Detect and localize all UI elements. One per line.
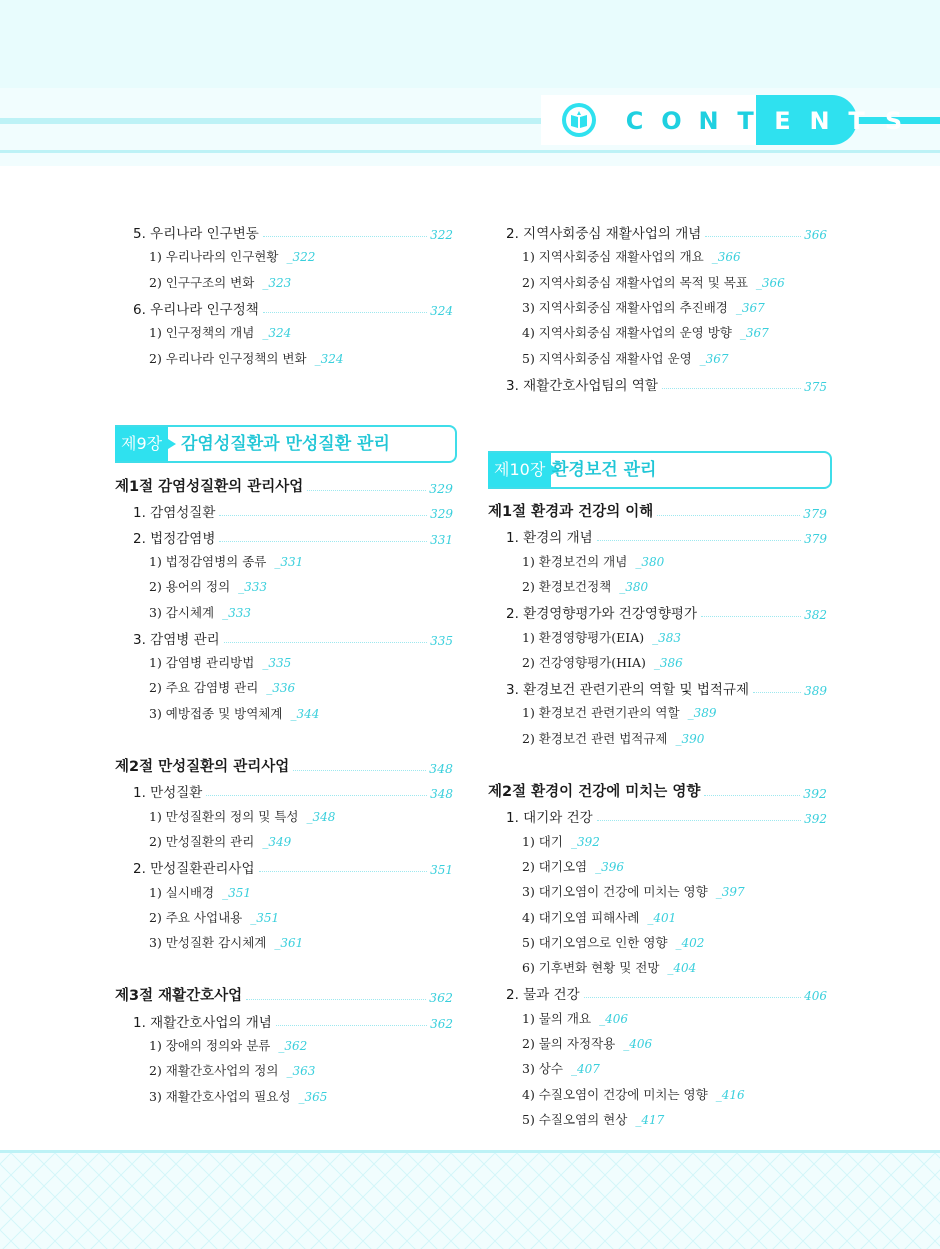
- toc-page-number: 379: [804, 532, 827, 547]
- toc-subitem[interactable]: [522, 321, 769, 343]
- toc-page-number: 329: [430, 507, 453, 522]
- toc-page-number: _331: [274, 554, 304, 569]
- toc-section[interactable]: [506, 220, 827, 242]
- toc-subitem-title: 4) 대기오염 피해사례: [522, 909, 640, 925]
- toc-section[interactable]: [133, 1009, 453, 1031]
- toc-entry-title: 3. 환경보건 관련기관의 역할 및 법적규제: [506, 682, 749, 699]
- toc-entry-title: 3. 재활간호사업팀의 역할: [506, 377, 658, 394]
- toc-section[interactable]: [133, 626, 453, 648]
- toc-leader-dots: [276, 1025, 427, 1026]
- toc-entry-title: 2. 물과 건강: [506, 987, 580, 1004]
- toc-subitem[interactable]: [149, 1034, 307, 1056]
- toc-leader-dots: [662, 388, 801, 389]
- toc-section[interactable]: [133, 525, 453, 547]
- toc-leader-dots: [224, 642, 427, 643]
- toc-section[interactable]: [506, 676, 827, 698]
- toc-subitem-title: 5) 지역사회중심 재활사업 운영: [522, 350, 692, 366]
- toc-subitem-title: 1) 물의 개요: [522, 1010, 592, 1026]
- toc-subitem[interactable]: [522, 1032, 652, 1054]
- toc-subitem[interactable]: [149, 931, 303, 953]
- contents-letter: E: [774, 107, 791, 135]
- toc-subitem-title: 2) 용어의 정의: [149, 579, 231, 595]
- book-icon: [562, 103, 596, 137]
- toc-entry-title: 제1절 감염성질환의 관리사업: [115, 479, 304, 495]
- toc-section[interactable]: [133, 499, 453, 521]
- toc-leader-dots: [293, 770, 426, 771]
- toc-subitem[interactable]: [522, 651, 683, 673]
- chapter-title: 환경보건 관리: [552, 460, 657, 480]
- toc-subitem[interactable]: [522, 626, 681, 648]
- toc-subitem[interactable]: [522, 550, 664, 572]
- toc-page-number: 348: [429, 761, 453, 776]
- toc-entry-title: 2. 만성질환관리사업: [133, 861, 255, 878]
- toc-page-number: 382: [804, 608, 827, 623]
- toc-page-number: _416: [715, 1087, 745, 1102]
- toc-page-number: 375: [804, 379, 827, 394]
- toc-page-number: _366: [711, 250, 741, 265]
- toc-subitem-title: 3) 감시체계: [149, 604, 215, 620]
- contents-letter: S: [884, 107, 903, 135]
- toc-subitem-title: 6) 기후변화 현황 및 전망: [522, 960, 660, 976]
- toc-page-number: _348: [306, 809, 336, 824]
- toc-page-number: 389: [804, 684, 827, 699]
- toc-subitem-title: 1) 만성질환의 정의 및 특성: [149, 808, 299, 824]
- contents-letter: N: [809, 107, 830, 135]
- toc-subitem[interactable]: [149, 271, 291, 293]
- toc-page-number: _336: [266, 681, 296, 696]
- toc-subitem-title: 1) 지역사회중심 재활사업의 개요: [522, 249, 704, 265]
- toc-subitem[interactable]: [149, 347, 343, 369]
- toc-page-number: 392: [803, 786, 827, 801]
- toc-subitem[interactable]: [149, 321, 291, 343]
- toc-part[interactable]: [115, 983, 453, 1005]
- toc-subitem-title: 3) 상수: [522, 1061, 563, 1077]
- toc-page-number: _351: [250, 910, 280, 925]
- toc-subitem-title: 3) 재활간호사업의 필요성: [149, 1088, 291, 1104]
- toc-leader-dots: [246, 999, 426, 1000]
- toc-page-number: _324: [262, 326, 292, 341]
- toc-subitem-title: 1) 인구정책의 개념: [149, 325, 255, 341]
- toc-subitem-title: 1) 환경보건의 개념: [522, 553, 628, 569]
- toc-leader-dots: [263, 236, 427, 237]
- toc-leader-dots: [206, 795, 427, 796]
- toc-page-number: _335: [262, 656, 292, 671]
- toc-leader-dots: [597, 820, 801, 821]
- toc-page-number: _324: [314, 351, 344, 366]
- toc-part[interactable]: [488, 499, 827, 521]
- toc-subitem-title: 4) 지역사회중심 재활사업의 운영 방향: [522, 325, 732, 341]
- toc-subitem[interactable]: [149, 601, 251, 623]
- toc-subitem-title: 1) 법정감염병의 종류: [149, 553, 267, 569]
- toc-subitem-title: 2) 대기오염: [522, 858, 588, 874]
- toc-subitem-title: 2) 재활간호사업의 정의: [149, 1063, 279, 1079]
- toc-entry-title: 1. 환경의 개념: [506, 530, 593, 547]
- toc-page-number: _367: [735, 300, 765, 315]
- toc-page-number: 362: [429, 990, 453, 1006]
- toc-page-number: 362: [430, 1016, 453, 1031]
- footer-pattern: [0, 1150, 940, 1249]
- toc-subitem-title: 2) 환경보건정책: [522, 578, 612, 594]
- toc-section[interactable]: [506, 600, 827, 622]
- toc-leader-dots: [701, 616, 801, 617]
- toc-subitem-title: 1) 장애의 정의와 분류: [149, 1038, 271, 1053]
- toc-entry-title: 제1절 환경과 건강의 이해: [488, 504, 654, 520]
- toc-section[interactable]: [506, 524, 827, 546]
- toc-page-number: _367: [739, 326, 769, 341]
- toc-entry-title: 5. 우리나라 인구변동: [133, 226, 259, 242]
- toc-subitem[interactable]: [522, 296, 765, 318]
- toc-subitem-title: 3) 만성질환 감시체계: [149, 935, 267, 951]
- toc-subitem[interactable]: [149, 805, 335, 827]
- toc-subitem[interactable]: [149, 651, 291, 673]
- toc-entry-title: 6. 우리나라 인구정책: [133, 301, 259, 318]
- toc-page-number: 379: [803, 506, 827, 521]
- toc-entry-title: 제2절 환경이 건강에 미치는 영향: [488, 784, 701, 800]
- toc-page-number: _401: [647, 910, 677, 925]
- toc-page-number: _333: [238, 580, 268, 595]
- toc-subitem-title: 3) 대기오염이 건강에 미치는 영향: [522, 884, 708, 900]
- toc-entry-title: 1. 재활간호사업의 개념: [133, 1014, 272, 1031]
- toc-subitem[interactable]: [522, 1057, 600, 1079]
- contents-letter: C: [625, 107, 644, 135]
- toc-page-number: _417: [635, 1112, 665, 1127]
- header-band: [0, 0, 940, 88]
- toc-subitem-title: 2) 건강영향평가(HIA): [522, 654, 646, 670]
- toc-subitem-title: 5) 대기오염으로 인한 영향: [522, 934, 668, 950]
- chapter-tag: 제10장: [488, 453, 551, 487]
- toc-section[interactable]: [133, 779, 453, 801]
- toc-subitem-title: 3) 지역사회중심 재활사업의 추진배경: [522, 299, 728, 315]
- toc-subitem[interactable]: [149, 702, 319, 724]
- toc-leader-dots: [657, 515, 800, 516]
- toc-subitem-title: 1) 우리나라의 인구현황: [149, 249, 279, 265]
- toc-page-number: _396: [595, 859, 625, 874]
- toc-entry-title: 1. 만성질환: [133, 785, 203, 802]
- toc-subitem[interactable]: [522, 956, 696, 978]
- toc-page-number: 392: [804, 812, 827, 827]
- toc-page-number: 366: [804, 228, 827, 242]
- chapter-title: 감염성질환과 만성질환 관리: [181, 434, 390, 454]
- toc-page-number: _323: [262, 275, 292, 290]
- toc-page-number: _322: [286, 250, 316, 265]
- toc-page-number: _383: [652, 630, 682, 645]
- toc-page-number: _404: [667, 961, 697, 976]
- toc-subitem-title: 4) 수질오염이 건강에 미치는 영향: [522, 1086, 708, 1102]
- toc-leader-dots: [219, 541, 427, 542]
- chapter-banner: [488, 451, 832, 489]
- toc-page-number: _367: [699, 351, 729, 366]
- toc-page-number: 335: [430, 633, 453, 648]
- toc-page-number: 322: [430, 228, 453, 242]
- contents-letter: O: [661, 107, 682, 135]
- toc-subitem[interactable]: [522, 245, 741, 267]
- toc-subitem-title: 1) 감염병 관리방법: [149, 655, 255, 671]
- toc-page-number: _362: [278, 1039, 308, 1053]
- toc-subitem[interactable]: [522, 1108, 664, 1130]
- toc-part[interactable]: [488, 779, 827, 801]
- toc-subitem-title: 5) 수질오염의 현상: [522, 1111, 628, 1127]
- toc-leader-dots: [584, 997, 801, 998]
- toc-subitem[interactable]: [522, 830, 600, 852]
- toc-page-number: _363: [286, 1064, 316, 1079]
- toc-subitem-title: 1) 환경보건 관련기관의 역할: [522, 705, 680, 721]
- toc-entry-title: 1. 대기와 건강: [506, 810, 593, 827]
- toc-page-number: _380: [635, 554, 665, 569]
- toc-subitem[interactable]: [149, 245, 315, 267]
- toc-subitem[interactable]: [522, 271, 785, 293]
- toc-entry-title: 2. 지역사회중심 재활사업의 개념: [506, 226, 702, 242]
- toc-section[interactable]: [133, 220, 453, 242]
- chapter-tag: 제9장: [115, 427, 168, 461]
- toc-page-number: _392: [570, 834, 600, 849]
- toc-section[interactable]: [506, 372, 827, 394]
- toc-page-number: _386: [653, 655, 683, 670]
- toc-leader-dots: [307, 490, 426, 491]
- toc-subitem[interactable]: [522, 347, 729, 369]
- contents-letter: T: [737, 107, 754, 135]
- toc-entry-title: 1. 감염성질환: [133, 505, 216, 522]
- contents-letter: T: [848, 107, 865, 135]
- toc-leader-dots: [259, 871, 428, 872]
- toc-leader-dots: [704, 795, 800, 796]
- toc-leader-dots: [705, 236, 801, 237]
- toc-entry-title: 3. 감염병 관리: [133, 631, 220, 648]
- toc-subitem-title: 2) 지역사회중심 재활사업의 목적 및 목표: [522, 274, 748, 290]
- toc-subitem-title: 2) 만성질환의 관리: [149, 833, 255, 849]
- toc-page-number: _366: [755, 275, 785, 290]
- toc-entry-title: 2. 환경영향평가와 건강영향평가: [506, 606, 697, 623]
- toc-subitem[interactable]: [522, 575, 648, 597]
- toc-page-number: _361: [274, 936, 304, 951]
- toc-page-number: 351: [430, 863, 453, 878]
- toc-subitem[interactable]: [522, 1083, 745, 1105]
- toc-page-number: _333: [222, 605, 252, 620]
- toc-entry-title: 2. 법정감염병: [133, 530, 216, 547]
- toc-leader-dots: [263, 312, 427, 313]
- toc-subitem[interactable]: [149, 550, 303, 572]
- toc-page-number: _389: [687, 706, 717, 721]
- toc-page-number: 324: [430, 303, 453, 318]
- toc-leader-dots: [597, 540, 801, 541]
- toc-entry-title: 제3절 재활간호사업: [115, 988, 243, 1005]
- chapter-banner: [115, 425, 457, 463]
- toc-page-number: _407: [570, 1062, 600, 1077]
- toc-page-number: _406: [599, 1011, 628, 1026]
- toc-section[interactable]: [506, 981, 827, 1003]
- toc-subitem-title: 3) 예방접종 및 방역체계: [149, 705, 283, 721]
- toc-subitem[interactable]: [149, 676, 295, 698]
- toc-subitem-title: 1) 실시배경: [149, 884, 215, 900]
- header-stripe-thin: [0, 150, 940, 153]
- toc-subitem-title: 2) 인구구조의 변화: [149, 274, 255, 290]
- toc-leader-dots: [753, 692, 801, 693]
- toc-subitem[interactable]: [522, 906, 676, 928]
- toc-subitem-title: 2) 환경보건 관련 법적규제: [522, 730, 668, 746]
- toc-subitem-title: 1) 환경영향평가(EIA): [522, 629, 645, 645]
- toc-part[interactable]: [115, 754, 453, 776]
- toc-subitem-title: 2) 물의 자정작용: [522, 1036, 616, 1051]
- toc-page-number: _351: [222, 885, 252, 900]
- toc-part[interactable]: [115, 474, 453, 496]
- toc-section[interactable]: [133, 855, 453, 877]
- toc-subitem-title: 2) 주요 사업내용: [149, 909, 243, 925]
- toc-subitem[interactable]: [149, 830, 291, 852]
- toc-section[interactable]: [506, 804, 827, 826]
- toc-page-number: _406: [623, 1037, 653, 1051]
- toc-subitem-title: 2) 우리나라 인구정책의 변화: [149, 350, 307, 366]
- toc-subitem[interactable]: [522, 880, 745, 902]
- toc-subitem-title: 1) 대기: [522, 833, 563, 849]
- toc-page-number: _380: [619, 579, 649, 594]
- toc-subitem[interactable]: [522, 727, 704, 749]
- toc-leader-dots: [219, 515, 427, 516]
- toc-subitem-title: 2) 주요 감염병 관리: [149, 680, 259, 696]
- toc-page-number: _365: [298, 1089, 328, 1104]
- toc-subitem[interactable]: [522, 855, 624, 877]
- toc-page-number: 406: [804, 989, 827, 1004]
- contents-title: [616, 104, 912, 138]
- toc-subitem[interactable]: [522, 701, 716, 723]
- toc-page-number: _349: [262, 834, 292, 849]
- toc-subitem[interactable]: [522, 931, 704, 953]
- toc-page-number: 329: [429, 481, 453, 496]
- toc-subitem[interactable]: [149, 575, 267, 597]
- toc-entry-title: 제2절 만성질환의 관리사업: [115, 759, 290, 775]
- toc-subitem[interactable]: [149, 1085, 327, 1107]
- toc-page-number: _390: [675, 731, 705, 746]
- toc-section[interactable]: [133, 296, 453, 318]
- toc-subitem[interactable]: [522, 1007, 628, 1029]
- toc-page-number: 331: [430, 532, 453, 547]
- contents-letter: N: [698, 107, 719, 135]
- toc-page-number: _344: [290, 706, 320, 721]
- toc-page-number: _402: [675, 935, 705, 950]
- toc-subitem[interactable]: [149, 906, 279, 928]
- toc-subitem[interactable]: [149, 1059, 315, 1081]
- toc-page-number: _397: [715, 885, 745, 900]
- toc-subitem[interactable]: [149, 881, 251, 903]
- toc-page-number: 348: [430, 787, 453, 802]
